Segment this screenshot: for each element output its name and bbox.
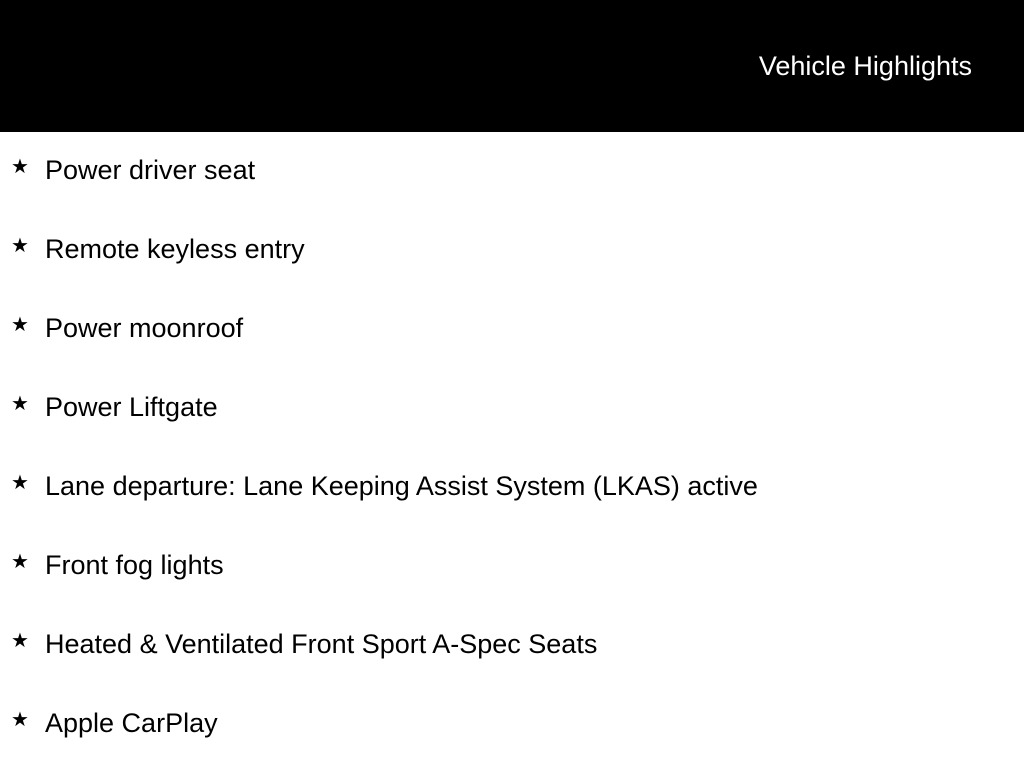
highlight-label: Remote keyless entry bbox=[45, 234, 305, 264]
highlight-label: Front fog lights bbox=[45, 550, 224, 580]
star-icon: ★ bbox=[11, 235, 29, 257]
list-item bbox=[0, 211, 1024, 290]
highlight-label: Power moonroof bbox=[45, 313, 244, 343]
star-icon: ★ bbox=[11, 393, 29, 415]
list-item bbox=[0, 132, 1024, 211]
star-icon: ★ bbox=[11, 314, 29, 336]
highlight-label: Heated & Ventilated Front Sport A-Spec Seats bbox=[45, 629, 598, 659]
highlight-label: Power Liftgate bbox=[45, 392, 218, 422]
list-item bbox=[0, 369, 1024, 448]
list-item bbox=[0, 290, 1024, 369]
list-item bbox=[0, 448, 1024, 527]
highlight-label: Apple CarPlay bbox=[45, 708, 218, 738]
header-bar bbox=[0, 0, 1024, 132]
page-title: Vehicle Highlights bbox=[758, 51, 972, 81]
list-item bbox=[0, 527, 1024, 606]
highlight-label: Lane departure: Lane Keeping Assist System (LKAS) active bbox=[45, 471, 758, 501]
list-item bbox=[0, 685, 1024, 764]
highlights-list bbox=[0, 132, 1024, 764]
star-icon: ★ bbox=[11, 472, 29, 494]
star-icon: ★ bbox=[11, 551, 29, 573]
highlight-label: Power driver seat bbox=[45, 155, 256, 185]
star-icon: ★ bbox=[11, 630, 29, 652]
star-icon: ★ bbox=[11, 709, 29, 731]
list-item bbox=[0, 606, 1024, 685]
star-icon: ★ bbox=[11, 156, 29, 178]
